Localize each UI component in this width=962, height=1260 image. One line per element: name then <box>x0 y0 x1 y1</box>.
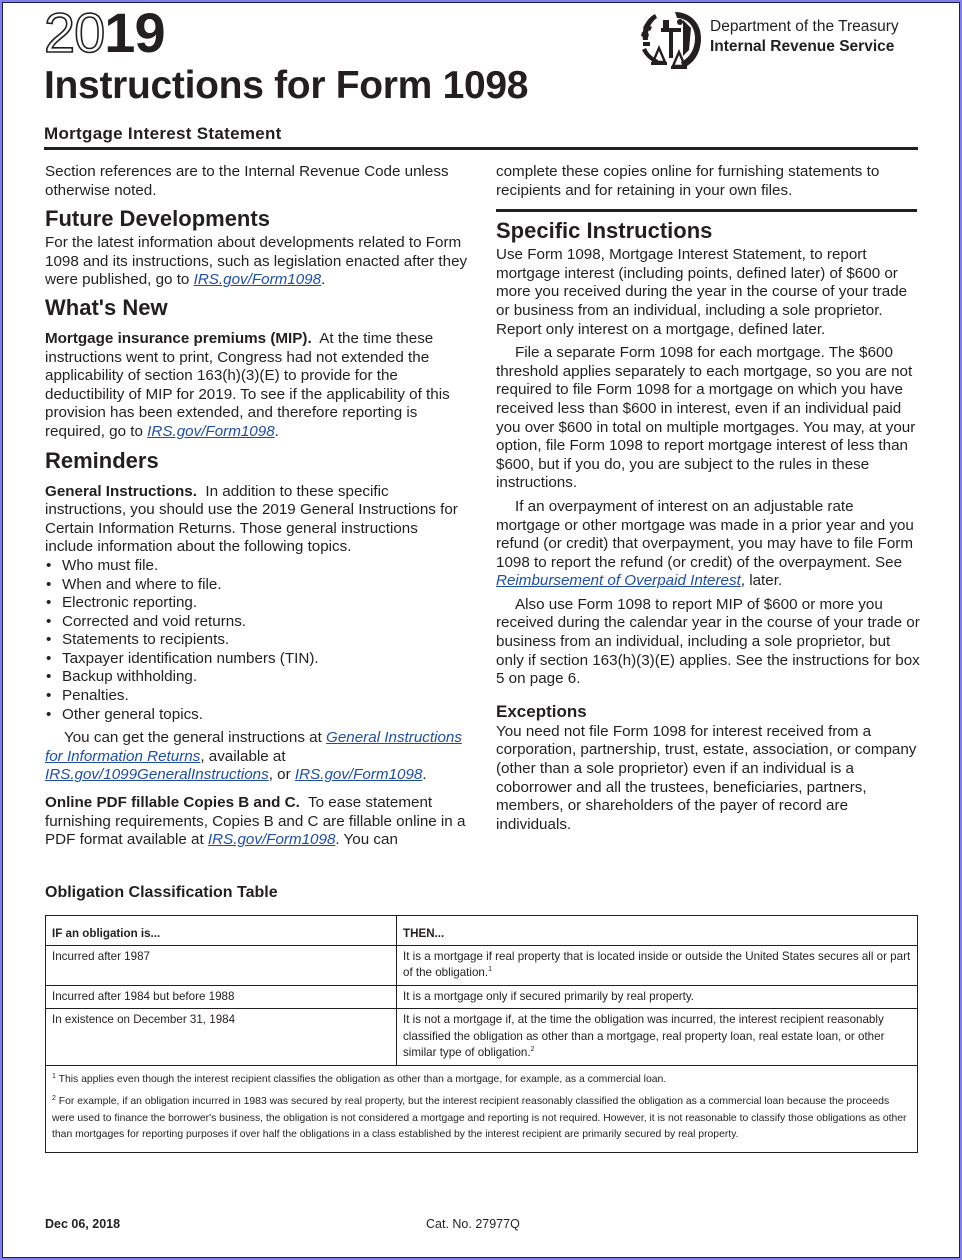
irs-eagle-logo-icon <box>639 10 705 70</box>
right-column <box>496 163 921 834</box>
irs-form1098-link[interactable]: IRS.gov/Form1098 <box>207 831 336 849</box>
get-instructions-paragraph: You can get the general instructions at General Instructions for Information Returns, available at IRS.gov/1099GeneralInstructions, or IRS.gov/Form1098. <box>45 729 462 784</box>
footnote-ref: 1 <box>488 966 492 973</box>
obligation-classification-table <box>45 915 918 1153</box>
irs-1099-general-instructions-link[interactable]: IRS.gov/1099GeneralInstructions <box>45 766 269 784</box>
column-header-if: IF an obligation is... <box>46 916 397 946</box>
list-item: • Corrected and void returns. <box>45 613 470 632</box>
column-header-then: THEN... <box>397 916 918 946</box>
row-result: It is a mortgage if real property that is located inside or outside the United States secures all or part of the obligation.$^1$ <box>397 945 918 985</box>
heading-exceptions: Exceptions <box>496 701 587 721</box>
table-header-row <box>46 916 918 946</box>
list-item: • Other general topics. <box>45 706 470 725</box>
table-title: Obligation Classification Table <box>45 884 278 901</box>
pdf-fillable-paragraph: Online PDF fillable Copies B and C. To ease statement furnishing requirements, Copies B and C are fillable online in a PDF format available at IRS.gov/Form1098. You can <box>45 794 470 849</box>
pdf-fillable-lead: Online PDF fillable Copies B and C. <box>45 794 300 812</box>
footnote-1: $^1$ This applies even though the interest recipient classifies the obligation as other than a mortgage, for example, as a commercial loan. <box>52 1072 667 1085</box>
page-subtitle: Mortgage Interest Statement <box>44 124 282 143</box>
row-condition: In existence on December 31, 1984 <box>46 1009 397 1066</box>
table-footnotes-row <box>46 1065 918 1152</box>
mip-lead: Mortgage insurance premiums (MIP). <box>45 329 312 347</box>
list-item: • Backup withholding. <box>45 668 470 687</box>
list-item: • Electronic reporting. <box>45 594 470 613</box>
left-column <box>45 163 470 850</box>
section-divider <box>496 209 917 212</box>
general-instructions-paragraph: General Instructions. In addition to these specific instructions, you should use the 2019 General Instructions for Certain Information Returns. Those general instructions include information about the following topics. <box>45 482 463 556</box>
irs-form1098-link[interactable]: IRS.gov/Form1098 <box>193 271 322 289</box>
irs-form1098-link[interactable]: IRS.gov/Form1098 <box>147 422 275 440</box>
row-result: It is not a mortgage if, at the time the obligation was incurred, the interest recipient reasonably classified the obligation as other than a mortgage, real property loan, real estate loan, or other similar type of obligation.$^2$ <box>397 1009 918 1066</box>
footnote-2: $^2$ For example, if an obligation incurred in 1983 was secured by real property, but the interest recipient reasonably classified the obligation as a commercial loan because the proceeds were used to finance the borrower's business, the obligation is not considered a mortgage and reporting is not required. However, it is not reasonable to classify those obligations as other than mortgages for reporting purposes if over half the obligations in a class established by the interest recipient are primarily secured by real property. <box>52 1095 907 1140</box>
year-outline: 20 <box>44 1 105 64</box>
row-result: It is a mortgage only if secured primarily by real property. <box>397 985 918 1009</box>
continued-text: complete these copies online for furnishing statements to recipients and for retaining in your own files. <box>496 163 880 199</box>
reimbursement-overpaid-interest-link[interactable]: Reimbursement of Overpaid Interest <box>496 572 741 590</box>
list-item: • Taxpayer identification numbers (TIN). <box>45 650 470 669</box>
mip-paragraph: Mortgage insurance premiums (MIP). At the time these instructions went to print, Congress had not extended the applicability of section 163(h)(3)(E) to provide for the deductibility of MIP for 2019. To see if the applicability of this provision has been extended, and therefore reporting is required, go to IRS.gov/Form1098. <box>45 329 454 440</box>
general-instructions-link[interactable]: General Instructions for Information Returns <box>45 729 462 765</box>
table-row <box>46 1009 918 1066</box>
list-item: • Statements to recipients. <box>45 631 470 650</box>
specific-paragraph-3: If an overpayment of interest on an adjustable rate mortgage or other mortgage was made in a prior year and you refund (or credit) that overpayment, you may have to file Form 1098 to report the refund (or credit) of the overpayment. See Reimbursement of Overpaid Interest, later. <box>496 497 914 590</box>
revision-date: Dec 06, 2018 <box>45 1217 121 1231</box>
agency-department: Department of the Treasury <box>710 18 899 35</box>
specific-paragraph-2: File a separate Form 1098 for each mortgage. The $600 threshold applies separately to each mortgage, so you are not required to file Form 1098 for a mortgage on which you have received less than $600 in interest, even if an individual paid you over $600 in total on multiple mortgages. You may, at your option, file Form 1098 to report mortgage interest of less than $600, but if you do, you are subject to the rules in these instructions. <box>496 344 916 492</box>
topics-list <box>45 557 470 724</box>
heading-future-developments: Future Developments <box>45 206 270 232</box>
catalog-number: Cat. No. 27977Q <box>426 1217 520 1231</box>
row-condition: Incurred after 1987 <box>46 945 397 985</box>
form-year <box>44 2 165 64</box>
specific-paragraph-1: Use Form 1098, Mortgage Interest Statement, to report mortgage interest (including points, defined later) of $600 or more you received during the year in the course of your trade or business from an individual, including a sole proprietor. Report only interest on a mortgage, defined later. <box>496 246 908 338</box>
year-solid: 19 <box>104 1 165 64</box>
heading-reminders: Reminders <box>45 447 159 473</box>
future-developments-text: For the latest information about developments related to Form 1098 and its instructions, such as legislation enacted after they were published, go to IRS.gov/Form1098. <box>45 234 468 289</box>
table-row <box>46 985 918 1009</box>
irs-form1098-link[interactable]: IRS.gov/Form1098 <box>294 766 423 784</box>
table-footnotes <box>46 1065 918 1152</box>
list-item: • When and where to file. <box>45 576 470 595</box>
intro-text: Section references are to the Internal Revenue Code unless otherwise noted. <box>45 163 449 199</box>
specific-paragraph-4: Also use Form 1098 to report MIP of $600 or more you received during the calendar year in the course of your trade or business from an individual, including a sole proprietor, but only if section 163(h)(3)(E) applies. See the instructions for box 5 on page 6. <box>496 595 920 688</box>
table-row <box>46 945 918 985</box>
agency-name <box>710 17 899 57</box>
row-condition: Incurred after 1984 but before 1988 <box>46 985 397 1009</box>
general-instructions-lead: General Instructions. <box>45 482 197 500</box>
header-divider <box>44 147 918 150</box>
footnote-ref: 2 <box>530 1046 535 1053</box>
agency-irs: Internal Revenue Service <box>710 38 895 55</box>
heading-whats-new: What's New <box>45 294 168 320</box>
list-item: • Penalties. <box>45 687 470 706</box>
exceptions-text: You need not file Form 1098 for interest received from a corporation, partnership, trust, estate, association, or company (other than a sole proprietor) even if an individual is a coborrower and all the trustees, beneficiaries, partners, members, or shareholders of the payer of record are individuals. <box>496 722 917 833</box>
list-item: • Who must file. <box>45 557 470 576</box>
heading-specific-instructions: Specific Instructions <box>496 218 713 244</box>
page-title: Instructions for Form 1098 <box>44 64 529 107</box>
